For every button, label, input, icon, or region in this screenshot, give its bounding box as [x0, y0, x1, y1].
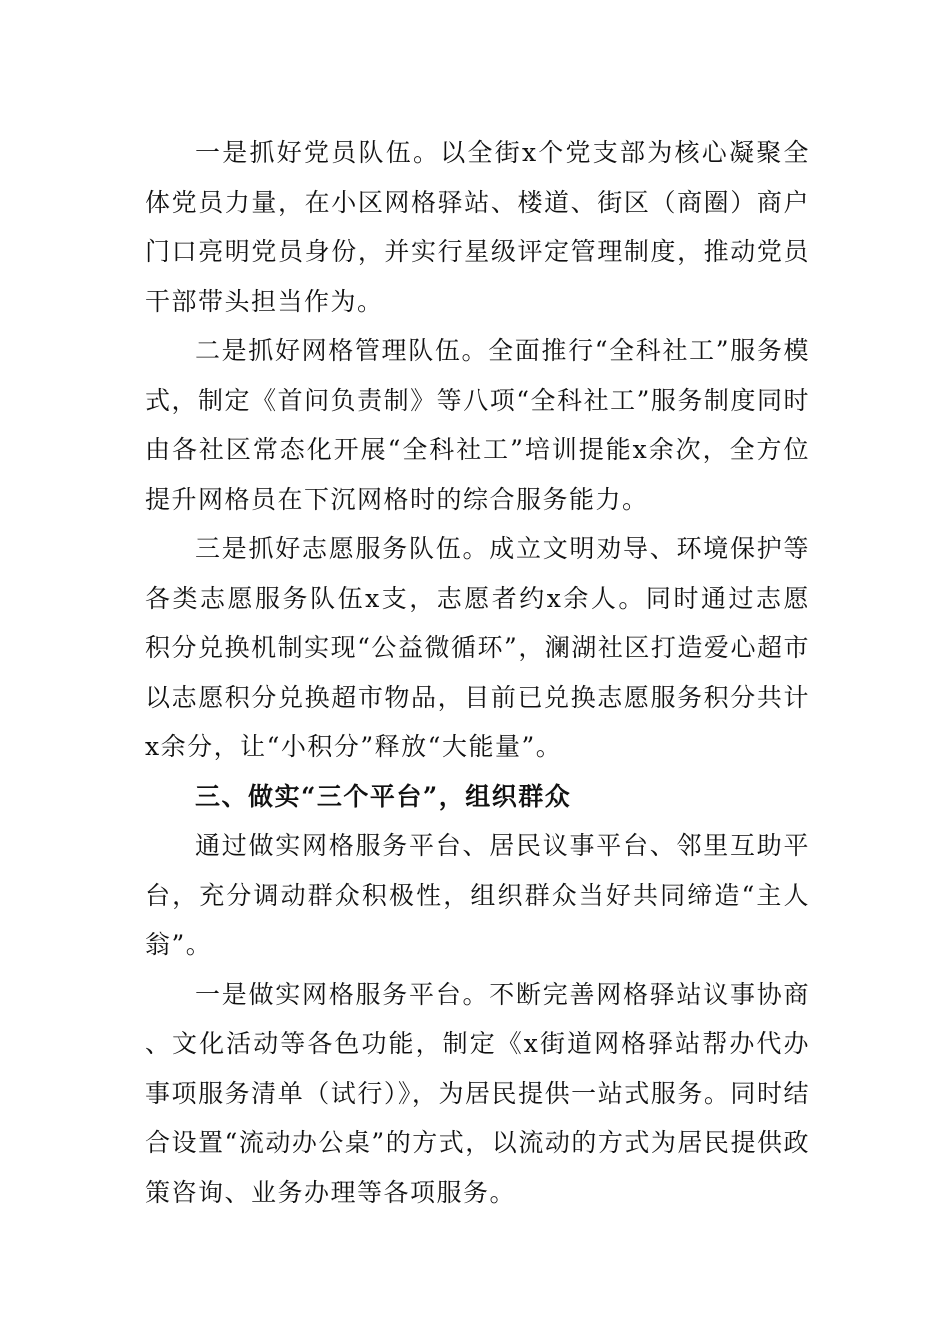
- section-heading: 三、做实“三个平台”，组织群众: [195, 781, 572, 811]
- paragraph-grid-management: 二是抓好网格管理队伍。全面推行“全科社工”服务模式，制定《首问负责制》等八项“全科社工”服务制度同时由各社区常态化开展“全科社工”培训提能x余次，全方位提升网格员在下沉网格时的综合服务能力。: [145, 336, 810, 514]
- paragraph-volunteer-service: 三是抓好志愿服务队伍。成立文明劝导、环境保护等各类志愿服务队伍x支，志愿者约x余人。同时通过志愿积分兑换机制实现“公益微循环”，澜湖社区打造爱心超市以志愿积分兑换超市物品，目前已兑换志愿服务积分共计x余分，让“小积分”释放“大能量”。: [145, 534, 810, 761]
- paragraph-section-intro: 通过做实网格服务平台、居民议事平台、邻里互助平台，充分调动群众积极性，组织群众当好共同缔造“主人翁”。: [145, 831, 810, 959]
- paragraph-party-members: 一是抓好党员队伍。以全街x个党支部为核心凝聚全体党员力量，在小区网格驿站、楼道、街区（商圈）商户门口亮明党员身份，并实行星级评定管理制度，推动党员干部带头担当作为。: [145, 138, 810, 316]
- paragraph-grid-service-platform: 一是做实网格服务平台。不断完善网格驿站议事协商、文化活动等各色功能，制定《x街道网格驿站帮办代办事项服务清单（试行）》，为居民提供一站式服务。同时结合设置“流动办公桌”的方式，以流动的方式为居民提供政策咨询、业务办理等各项服务。: [145, 979, 810, 1207]
